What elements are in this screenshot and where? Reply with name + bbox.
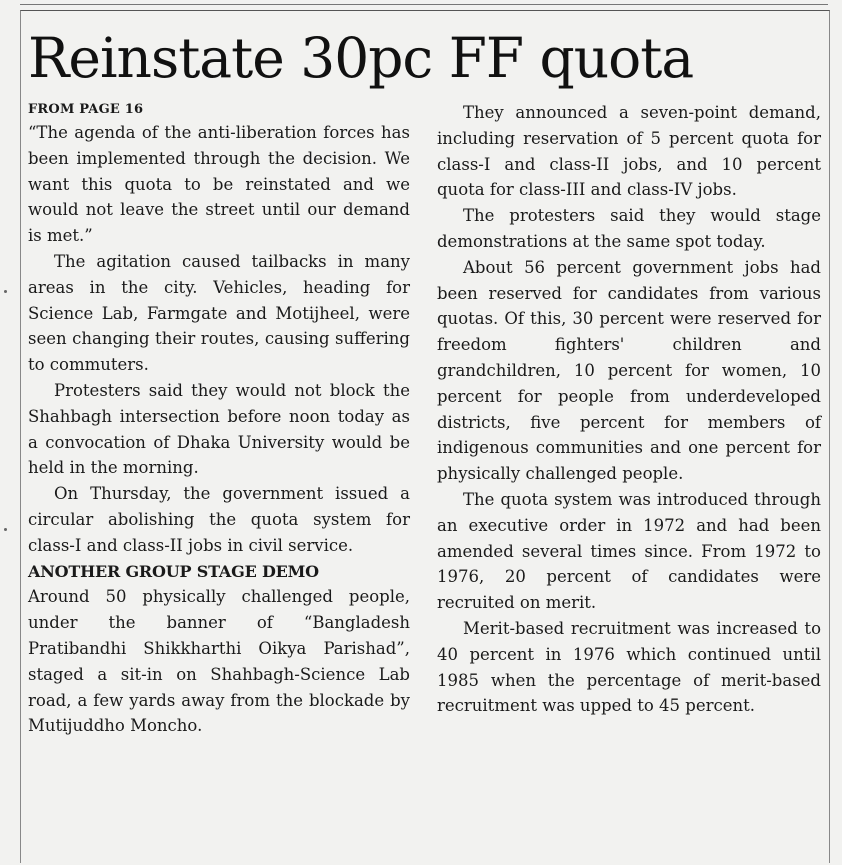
left-column (28, 100, 410, 739)
kicker-from-page: FROM PAGE 16 (28, 102, 144, 117)
paragraph: “The agenda of the anti-liberation forces has been implemented through the decision. We want this quota to be reinstated and we would not leave the street until our demand is met.” (28, 123, 410, 246)
paragraph: The quota system was introduced through an executive order in 1972 and had been amended several times since. From 1972 to 1976, 20 percent of candidates were recruited on merit. (437, 489, 821, 613)
top-rule (20, 0, 828, 5)
paragraph: Protesters said they would not block the Shahbagh intersection before noon today as a convocation of Dhaka University would be held in the morning. (28, 380, 410, 478)
headline: Reinstate 30pc FF quota (28, 26, 694, 90)
right-column (437, 100, 821, 719)
paragraph: Around 50 physically challenged people, under the banner of “Bangladesh Pratibandhi Shikkharthi Oikya Parishad”, staged a sit-in on Shahbagh-Science Lab road, a few yards away from the blockade by Mutijuddho Moncho. (28, 587, 410, 736)
margin-mark (4, 290, 7, 293)
subheading: ANOTHER GROUP STAGE DEMO (28, 561, 319, 581)
paragraph: On Thursday, the government issued a circular abolishing the quota system for class-I and class-II jobs in civil service. (28, 484, 410, 555)
paragraph: The agitation caused tailbacks in many areas in the city. Vehicles, heading for Science Lab, Farmgate and Motijheel, were seen changing their routes, causing suffering to commuters. (28, 251, 410, 375)
paragraph: The protesters said they would stage demonstrations at the same spot today. (437, 206, 821, 251)
paragraph: Merit-based recruitment was increased to 40 percent in 1976 which continued until 1985 when the percentage of merit-based recruitment was upped to 45 percent. (437, 618, 821, 716)
margin-mark (4, 528, 7, 531)
paragraph: About 56 percent government jobs had been reserved for candidates from various quotas. Of this, 30 percent were reserved for freedom fighters' children and grandchildren, 10 percent for women, 10 percent for people from underdeveloped districts, five percent for members of indigenous communities and one percent for physically challenged people. (437, 257, 821, 484)
paragraph: They announced a seven-point demand, including reservation of 5 percent quota for class-I and class-II jobs, and 10 percent quota for class-III and class-IV jobs. (437, 103, 821, 200)
